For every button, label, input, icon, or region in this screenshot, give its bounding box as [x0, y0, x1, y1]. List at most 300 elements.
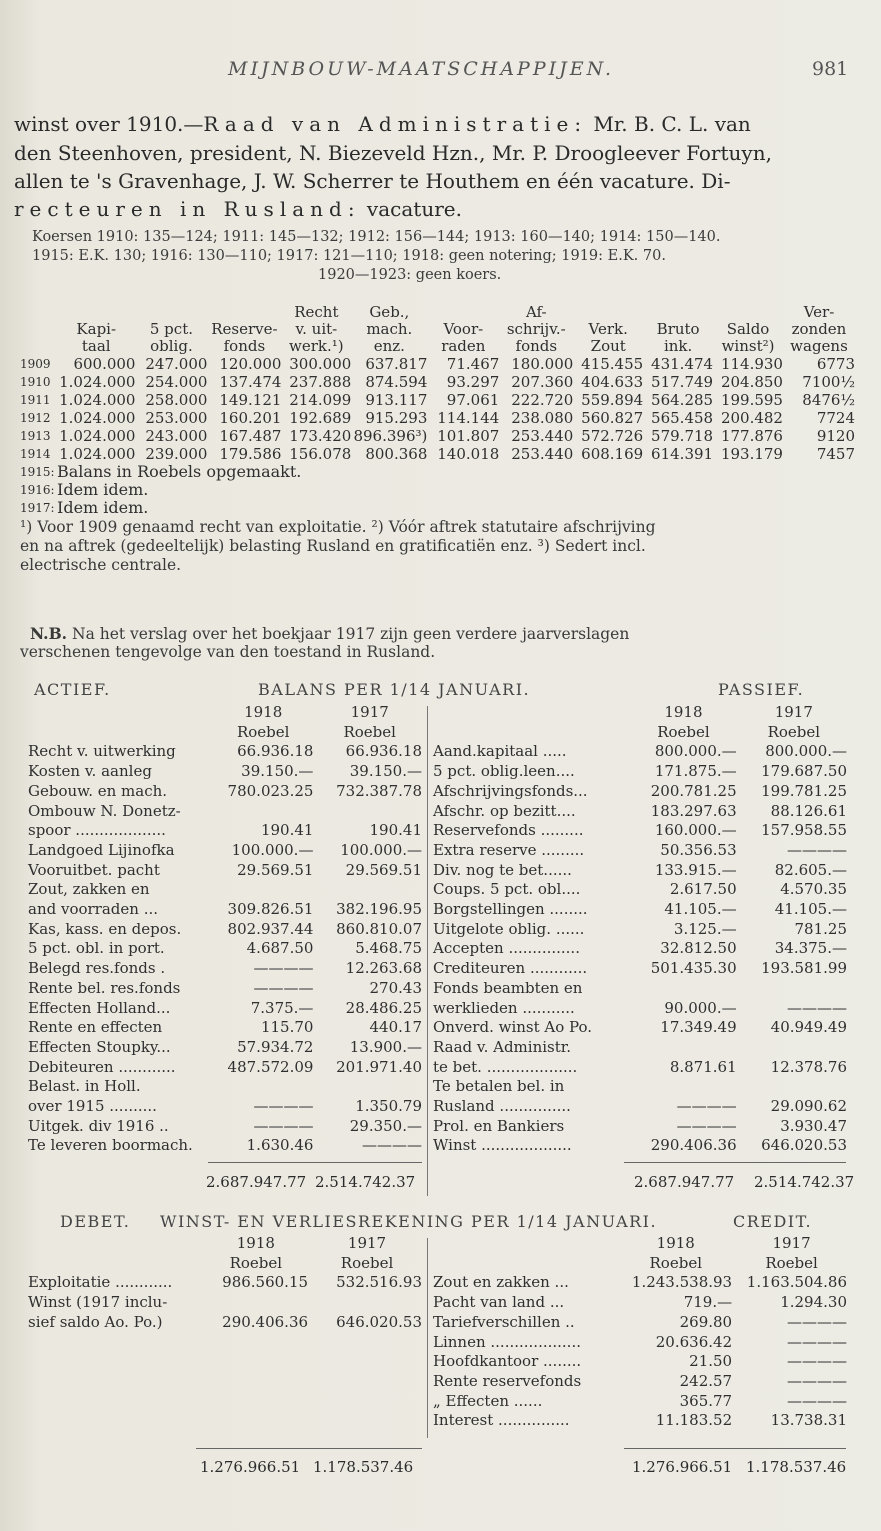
ledger-row [431, 880, 849, 900]
ledger-item: Raad v. Administr. [433, 1037, 572, 1056]
ledger-row [26, 1058, 424, 1078]
spacer [431, 1234, 617, 1254]
intro-line-2: den Steenhoven, president, N. Biezeveld Hzn., Mr. P. Droogleever Fortuyn, [14, 141, 772, 165]
spacer [26, 703, 211, 723]
ledger-item: Div. nog te bet...... [433, 860, 572, 879]
ledger-value-1918: 32.812.50 [660, 939, 737, 958]
stats-header-cell [207, 304, 281, 321]
ledger-row [431, 802, 849, 822]
ledger-row [431, 979, 849, 999]
wv-credit-table [431, 1234, 849, 1431]
column-unit: Roebel [229, 1253, 283, 1272]
ledger-item: 5 pct. obl. in port. [28, 939, 165, 958]
stats-value-cell: 1.024.000 [59, 391, 136, 409]
stats-value-cell: 608.169 [581, 445, 644, 463]
ledger-value-1917: 82.605.— [774, 860, 847, 879]
ledger-item: Winst (1917 inclu- [28, 1293, 168, 1312]
stats-header-cell: Af- [525, 303, 547, 321]
stats-value-cell: 431.474 [651, 355, 714, 373]
ledger-value-1918: 171.875.— [654, 762, 737, 781]
ledger-row [431, 1411, 849, 1431]
ledger-row [26, 782, 424, 802]
stats-header-cell: Ver- [803, 303, 835, 321]
ledger-value-1917: ———— [787, 1332, 847, 1351]
ledger-value-1917: 199.781.25 [761, 781, 847, 800]
wv-rule-left [196, 1448, 422, 1449]
stats-row [20, 391, 855, 409]
ledger-value-1917: ———— [787, 1391, 847, 1410]
stats-value-cell: 193.179 [720, 445, 783, 463]
stats-row [20, 445, 855, 463]
stats-note-row [20, 499, 855, 517]
ledger-value-1917: 179.687.50 [761, 762, 847, 781]
ledger-value-1918: 309.826.51 [227, 900, 314, 919]
ledger-value-1917: 193.581.99 [761, 959, 847, 978]
stats-value-cell: 517.749 [651, 373, 714, 391]
ledger-value-1917: 13.738.31 [770, 1411, 847, 1430]
stats-value-cell: 579.718 [651, 427, 714, 445]
ledger-row [26, 742, 424, 762]
intro-line-4: recteuren in Rusland: vacature. [14, 197, 462, 221]
ledger-value-1917 [739, 979, 849, 999]
ledger-item: Interest ............... [433, 1411, 570, 1430]
spacer [431, 723, 628, 743]
ledger-item: Pacht van land ... [433, 1293, 565, 1312]
column-unit-row [431, 1254, 849, 1274]
wv-total-right-1918: 1.276.966.51 [632, 1458, 733, 1476]
stats-header-cell [135, 304, 207, 321]
ledger-value-1918: 200.781.25 [650, 781, 737, 800]
ledger-value-1917: ———— [787, 998, 847, 1017]
ledger-value-1918: ———— [253, 959, 314, 978]
ledger-value-1917: 157.958.55 [761, 821, 847, 840]
column-year-row [26, 1234, 424, 1254]
column-year: 1918 [244, 703, 283, 721]
stats-header-cell [427, 304, 499, 321]
ledger-value-1917: ———— [787, 1371, 847, 1390]
koersen-line-2: 1915: E.K. 130; 1916: 130—110; 1917: 121—110; 1918: geen notering; 1919: E.K. 70. [32, 248, 666, 264]
ledger-item: Rente en effecten [28, 1018, 163, 1037]
column-year: 1917 [772, 1234, 811, 1252]
ledger-item: Gebouw. en mach. [28, 781, 168, 800]
ledger-value-1917: 41.105.— [774, 900, 847, 919]
stats-value-cell: 200.482 [720, 409, 783, 427]
spacer [26, 1234, 202, 1254]
ledger-row [26, 880, 424, 900]
ledger-value-1917: 29.569.51 [345, 860, 422, 879]
wv-title: WINST- EN VERLIESREKENING PER 1/14 JANUARI. [160, 1212, 658, 1231]
stats-header-cell: mach. [366, 320, 413, 338]
stats-header-cell: schrijv.- [506, 320, 566, 338]
stats-header-cell: Kapi- [76, 320, 117, 338]
stats-year-cell: 1910 [20, 375, 51, 389]
ledger-row [431, 1097, 849, 1117]
ledger-row [431, 1313, 849, 1333]
ledger-item: Belegd res.fonds . [28, 959, 166, 978]
ledger-row [26, 1097, 424, 1117]
column-unit-row [26, 723, 424, 743]
stats-value-cell: 404.633 [581, 373, 644, 391]
stats-value-cell: 222.720 [511, 391, 574, 409]
balans-total-left-1918: 2.687.947.77 [206, 1173, 307, 1191]
nb-line-1: N.B. Na het verslag over het boekjaar 1917 zijn geen verdere jaarverslagen [30, 624, 630, 643]
ledger-value-1917: 3.930.47 [780, 1116, 847, 1135]
balans-divider [427, 706, 428, 1196]
stats-value-cell: 114.930 [720, 355, 783, 373]
stats-header-cell: taal [81, 337, 111, 355]
ledger-value-1917 [739, 1038, 849, 1058]
ledger-value-1918: 183.297.63 [650, 801, 737, 820]
ledger-row [431, 920, 849, 940]
stats-note-text: Idem idem. [57, 480, 149, 499]
ledger-value-1917: ———— [787, 840, 847, 859]
stats-value-cell: 254.000 [145, 373, 208, 391]
stats-header-cell [713, 304, 783, 321]
spacer [26, 723, 211, 743]
ledger-value-1918: 17.349.49 [660, 1018, 737, 1037]
ledger-value-1917: 201.971.40 [336, 1057, 422, 1076]
ledger-value-1918: 269.80 [679, 1312, 733, 1331]
stats-value-cell: 913.117 [365, 391, 428, 409]
stats-value-cell: 800.368 [365, 445, 428, 463]
stats-value-cell: 1.024.000 [59, 373, 136, 391]
footnote-line-2: en na aftrek (gedeeltelijk) belasting Rusland en gratificatiën enz. ³) Sedert incl. [20, 537, 646, 555]
stats-note-text: Idem idem. [57, 498, 149, 517]
ledger-value-1917: 1.163.504.86 [746, 1273, 847, 1292]
ledger-row [431, 782, 849, 802]
ledger-row [26, 861, 424, 881]
running-title: MIJNBOUW-MAATSCHAPPIJEN. [228, 58, 615, 80]
ledger-value-1918: ———— [676, 1116, 737, 1135]
ledger-item: Linnen ................... [433, 1332, 581, 1351]
stats-header-cell: Reserve- [211, 320, 278, 338]
ledger-value-1918: ———— [253, 1116, 314, 1135]
ledger-value-1917: ———— [362, 1136, 422, 1155]
stats-value-cell: 300.000 [289, 355, 352, 373]
stats-value-cell: 7100½ [802, 373, 855, 391]
balans-total-right-1917: 2.514.742.37 [754, 1173, 855, 1191]
wv-rule-right [624, 1448, 846, 1449]
stats-header-cell: Zout [590, 337, 626, 355]
ledger-value-1918: 800.000.— [654, 742, 737, 761]
ledger-item: sief saldo Ao. Po.) [28, 1312, 163, 1331]
page-number: 981 [812, 58, 849, 80]
ledger-value-1918: 290.406.36 [650, 1136, 737, 1155]
ledger-item: over 1915 .......... [28, 1097, 157, 1116]
ledger-value-1918: 487.572.09 [227, 1057, 314, 1076]
stats-year-cell: 1912 [20, 411, 51, 425]
ledger-value-1918: ———— [253, 1097, 314, 1116]
ledger-value-1918: 290.406.36 [222, 1312, 309, 1331]
stats-value-cell: 214.099 [289, 391, 352, 409]
stats-value-cell: 1.024.000 [59, 445, 136, 463]
stats-value-cell: 204.850 [720, 373, 783, 391]
ledger-row [26, 959, 424, 979]
stats-header-cell: werk.¹) [289, 337, 344, 355]
ledger-value-1917: 28.486.25 [345, 998, 422, 1017]
stats-value-cell: 564.285 [651, 391, 714, 409]
ledger-value-1918: 365.77 [679, 1391, 733, 1410]
stats-year-cell: 1914 [20, 447, 51, 461]
ledger-item: Winst ................... [433, 1136, 572, 1155]
stats-header-cell: Saldo [726, 320, 770, 338]
stats-header-cell: winst²) [721, 337, 775, 355]
ledger-value-1918: 719.— [683, 1293, 733, 1312]
ledger-row [26, 1117, 424, 1137]
koersen-line-1: Koersen 1910: 135—124; 1911: 145—132; 1912: 156—144; 1913: 160—140; 1914: 150—140. [32, 229, 721, 245]
ledger-value-1918: ———— [676, 1097, 737, 1116]
ledger-row [26, 939, 424, 959]
stats-value-cell: 6773 [816, 355, 855, 373]
ledger-item: Coups. 5 pct. obl.... [433, 880, 581, 899]
ledger-row [26, 1038, 424, 1058]
ledger-row [26, 920, 424, 940]
ledger-value-1918: 90.000.— [664, 998, 737, 1017]
ledger-value-1917: 29.350.— [349, 1116, 422, 1135]
ledger-item: spoor ................... [28, 821, 166, 840]
stats-value-cell: 239.000 [145, 445, 208, 463]
ledger-value-1917: 646.020.53 [336, 1312, 422, 1331]
wv-total-right-1917: 1.178.537.46 [746, 1458, 847, 1476]
stats-value-cell: 1.024.000 [59, 409, 136, 427]
ledger-item: 5 pct. oblig.leen.... [433, 762, 575, 781]
ledger-value-1918: 39.150.— [241, 762, 314, 781]
ledger-row [26, 821, 424, 841]
wv-total-left-1917: 1.178.537.46 [313, 1458, 414, 1476]
ledger-row [26, 762, 424, 782]
stats-value-cell: 156.078 [289, 445, 352, 463]
ledger-value-1918 [211, 1077, 316, 1097]
stats-value-cell: 167.487 [219, 427, 282, 445]
ledger-value-1917: 440.17 [369, 1018, 422, 1037]
stats-value-cell: 120.000 [219, 355, 282, 373]
stats-value-cell: 896.396³) [353, 427, 428, 445]
stats-value-cell: 243.000 [145, 427, 208, 445]
stats-value-cell: 238.080 [511, 409, 574, 427]
ledger-value-1917: 781.25 [794, 919, 847, 938]
balans-title: BALANS PER 1/14 JANUARI. [258, 680, 531, 699]
ledger-row [431, 1038, 849, 1058]
stats-header-cell: Recht [294, 303, 339, 321]
ledger-value-1917: 29.090.62 [770, 1097, 847, 1116]
ledger-item: Extra reserve ......... [433, 840, 585, 859]
ledger-value-1918: 7.375.— [250, 998, 314, 1017]
stats-header-cell [20, 338, 57, 355]
ledger-row [431, 861, 849, 881]
ledger-value-1917 [310, 1293, 424, 1313]
ledger-value-1918: 20.636.42 [655, 1332, 733, 1351]
wv-left-heading: DEBET. [60, 1212, 131, 1231]
ledger-value-1918: 780.023.25 [227, 781, 314, 800]
stats-row [20, 409, 855, 427]
ledger-row [26, 1077, 424, 1097]
stats-value-cell: 237.888 [289, 373, 352, 391]
ledger-value-1918: 50.356.53 [660, 840, 737, 859]
ledger-item: Effecten Stoupky... [28, 1037, 171, 1056]
column-year: 1918 [656, 1234, 695, 1252]
stats-value-cell: 160.201 [219, 409, 282, 427]
ledger-row [431, 1372, 849, 1392]
ledger-value-1917: ———— [787, 1312, 847, 1331]
column-unit-row [431, 723, 849, 743]
ledger-item: and voorraden ... [28, 900, 159, 919]
ledger-value-1917: 646.020.53 [761, 1136, 847, 1155]
ledger-row [431, 1333, 849, 1353]
column-unit: Roebel [649, 1253, 702, 1272]
stats-note-year: 1915: [20, 465, 55, 479]
ledger-row [431, 1293, 849, 1313]
ledger-item: werklieden ........... [433, 998, 575, 1017]
column-year-row [431, 1234, 849, 1254]
stats-value-cell: 93.297 [446, 373, 500, 391]
ledger-row [431, 1392, 849, 1412]
ledger-item: Fonds beambten en [433, 978, 583, 997]
ledger-row [431, 1136, 849, 1156]
ledger-row [26, 1018, 424, 1038]
stats-value-cell: 915.293 [365, 409, 428, 427]
ledger-item: Zout, zakken en [28, 880, 150, 899]
ledger-value-1918: 986.560.15 [222, 1273, 309, 1292]
column-unit: Roebel [343, 722, 396, 741]
stats-value-cell: 874.594 [365, 373, 428, 391]
ledger-value-1918: 100.000.— [231, 840, 314, 859]
ledger-item: Tariefverschillen .. [433, 1312, 575, 1331]
ledger-item: Belast. in Holl. [28, 1077, 141, 1096]
ledger-value-1918 [628, 1077, 738, 1097]
stats-value-cell: 559.894 [581, 391, 644, 409]
ledger-item: Effecten Holland... [28, 998, 171, 1017]
stats-value-cell: 207.360 [511, 373, 574, 391]
ledger-value-1917: 40.949.49 [770, 1018, 847, 1037]
stats-value-cell: 614.391 [651, 445, 714, 463]
stats-value-cell: 101.807 [437, 427, 500, 445]
ledger-value-1917: 4.570.35 [780, 880, 847, 899]
wv-total-left-1918: 1.276.966.51 [200, 1458, 301, 1476]
ledger-item: te bet. ................... [433, 1057, 578, 1076]
ledger-value-1918: 501.435.30 [650, 959, 737, 978]
column-unit: Roebel [767, 722, 821, 741]
stats-header-cell: zonden [791, 320, 847, 338]
stats-header-cell [57, 304, 135, 321]
ledger-item: Uitgelote oblig. ...... [433, 919, 585, 938]
stats-value-cell: 253.440 [511, 427, 574, 445]
column-year-row [26, 703, 424, 723]
column-year: 1918 [664, 703, 703, 721]
ledger-row [26, 1136, 424, 1156]
column-unit: Roebel [657, 722, 710, 741]
stats-row [20, 373, 855, 391]
stats-note-year: 1917: [20, 501, 55, 515]
stats-year-cell: 1911 [20, 393, 51, 407]
ledger-value-1918 [202, 1293, 310, 1313]
stats-value-cell: 415.455 [581, 355, 644, 373]
stats-value-cell: 149.121 [219, 391, 282, 409]
ledger-item: Recht v. uitwerking [28, 742, 176, 761]
stats-row [20, 355, 855, 373]
stats-value-cell: 253.440 [511, 445, 574, 463]
ledger-item: Ombouw N. Donetz- [28, 801, 181, 820]
ledger-value-1918: ———— [253, 978, 314, 997]
stats-header-cell: Verk. [588, 320, 628, 338]
ledger-item: Te betalen bel. in [433, 1077, 565, 1096]
ledger-item: Rusland ............... [433, 1097, 571, 1116]
ledger-value-1918: 802.937.44 [227, 919, 314, 938]
ledger-row [431, 1077, 849, 1097]
ledger-value-1917: ———— [787, 1352, 847, 1371]
ledger-value-1917 [315, 880, 424, 900]
stats-header-cell: wagens [790, 337, 848, 355]
stats-note-row [20, 463, 855, 481]
stats-value-cell: 247.000 [145, 355, 208, 373]
stats-year-cell: 1909 [20, 357, 51, 371]
intro-line-1: winst over 1910.—Raad van Administratie: Mr. B. C. L. van [14, 112, 751, 136]
wv-divider [427, 1238, 428, 1438]
ledger-item: Borgstellingen ........ [433, 900, 588, 919]
ledger-item: Rente bel. res.fonds [28, 978, 181, 997]
wv-debet-table [26, 1234, 424, 1333]
ledger-value-1917: 382.196.95 [336, 900, 422, 919]
ledger-value-1918: 41.105.— [664, 900, 737, 919]
ledger-row [26, 802, 424, 822]
stats-year-cell: 1913 [20, 429, 51, 443]
stats-value-cell: 253.000 [145, 409, 208, 427]
ledger-row [431, 742, 849, 762]
column-year: 1918 [236, 1234, 275, 1252]
stats-value-cell: 140.018 [437, 445, 500, 463]
ledger-row [431, 1273, 849, 1293]
stats-header-cell: v. uit- [295, 320, 338, 338]
ledger-row [26, 1273, 424, 1293]
stats-header-cell [20, 304, 57, 321]
ledger-value-1917: 1.294.30 [780, 1293, 847, 1312]
ledger-row [431, 999, 849, 1019]
ledger-item: Accepten ............... [433, 939, 580, 958]
ledger-value-1917: 12.378.76 [770, 1057, 847, 1076]
stats-header-cell [573, 304, 643, 321]
ledger-value-1918 [211, 802, 316, 822]
footnote-line-3: electrische centrale. [20, 556, 182, 574]
ledger-row [431, 1117, 849, 1137]
ledger-value-1918: 190.41 [260, 821, 314, 840]
ledger-row [26, 999, 424, 1019]
stats-note-text: Balans in Roebels opgemaakt. [57, 462, 302, 481]
balans-left-heading: ACTIEF. [34, 680, 111, 699]
ledger-item: Kas, kass. en depos. [28, 919, 182, 938]
ledger-value-1917 [739, 1077, 849, 1097]
footnote-line-1: ¹) Voor 1909 genaamd recht van exploitatie. ²) Vóór aftrek statutaire afschrijving [20, 518, 656, 536]
ledger-value-1918: 57.934.72 [237, 1037, 314, 1056]
ledger-value-1918: 11.183.52 [655, 1411, 733, 1430]
ledger-value-1917: 5.468.75 [355, 939, 422, 958]
ledger-value-1917: 532.516.93 [336, 1273, 422, 1292]
ledger-value-1917: 1.350.79 [355, 1097, 422, 1116]
ledger-value-1917: 732.387.78 [336, 781, 422, 800]
ledger-value-1918: 1.243.538.93 [631, 1273, 733, 1292]
ledger-value-1917: 66.936.18 [345, 742, 422, 761]
stats-value-cell: 137.474 [219, 373, 282, 391]
stats-header-cell: oblig. [150, 337, 193, 355]
stats-header-cell: fonds [223, 337, 266, 355]
stats-header-cell: fonds [515, 337, 558, 355]
balans-total-right-1918: 2.687.947.77 [634, 1173, 735, 1191]
stats-header-cell: Bruto [656, 320, 700, 338]
ledger-value-1918: 242.57 [679, 1371, 733, 1390]
ledger-value-1918 [211, 880, 316, 900]
balans-rule-right [624, 1162, 846, 1163]
koersen-line-3: 1920—1923: geen koers. [318, 267, 502, 283]
stats-value-cell: 173.420 [289, 427, 352, 445]
ledger-value-1917: 860.810.07 [336, 919, 422, 938]
